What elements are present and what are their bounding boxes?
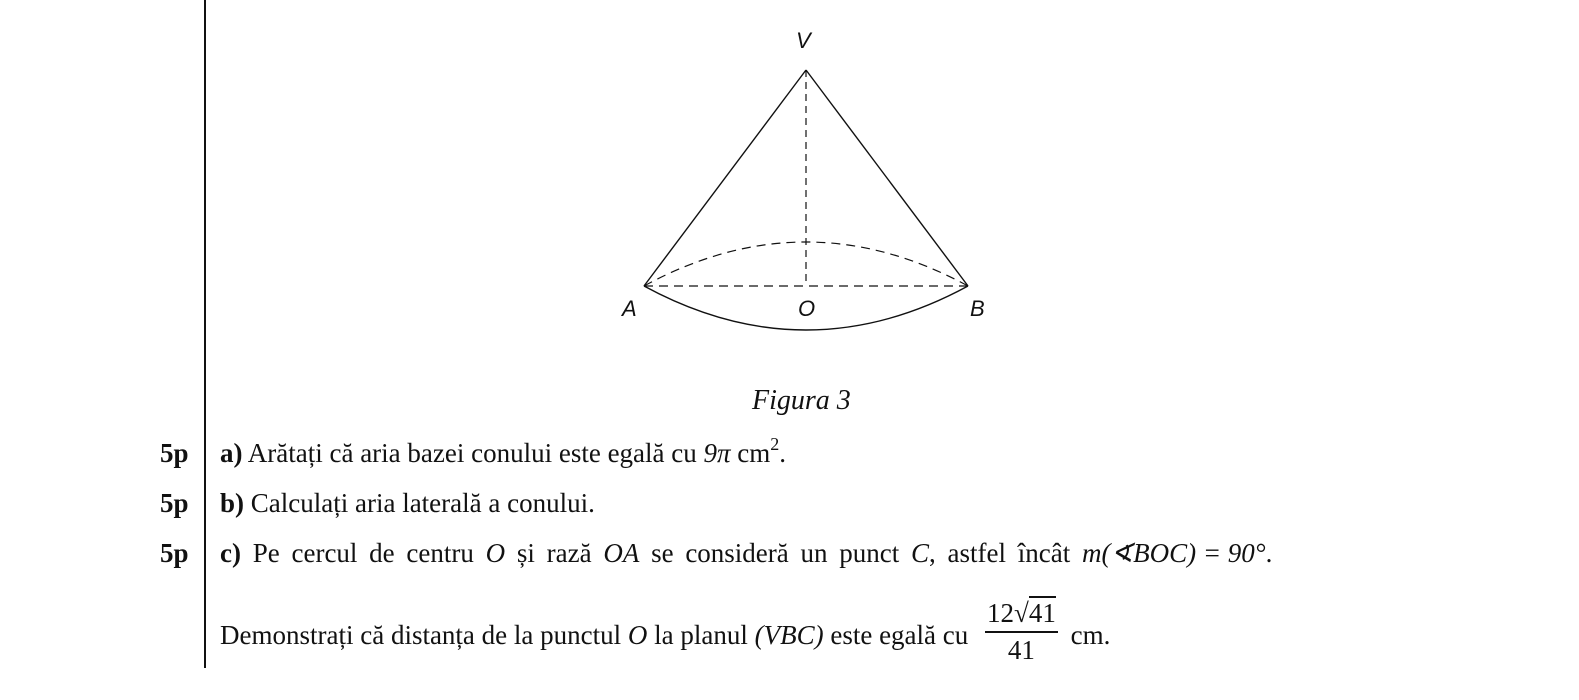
edge-vb [806, 70, 968, 286]
item-c-line2-text1: Demonstrați că distanța de la punctul [220, 620, 622, 651]
fraction-numerator [985, 598, 1058, 633]
item-a-text: Arătați că aria bazei conului este egală cu [247, 438, 697, 468]
item-c-letter: c) [220, 538, 241, 568]
edge-va [644, 70, 806, 286]
item-c-line2-unit: cm [1070, 620, 1104, 651]
item-c-line2-text2: la planul [654, 620, 748, 651]
item-a-unit: cm [737, 438, 771, 468]
points-c: 5p [160, 538, 189, 568]
distance-fraction [985, 598, 1058, 666]
fraction-radicand: 41 [1028, 598, 1056, 628]
item-c-line2-end: . [1103, 620, 1111, 651]
label-b: B [970, 296, 985, 321]
item-c-var1: O [485, 538, 506, 568]
item-b [220, 488, 595, 519]
item-c [220, 538, 1272, 569]
margin-rule [204, 0, 206, 668]
item-c-var3: C [911, 538, 930, 568]
item-c-var2: OA [603, 538, 640, 568]
item-b-letter: b) [220, 488, 245, 518]
item-a [220, 434, 787, 469]
item-a-end: . [779, 438, 787, 468]
points-a: 5p [160, 438, 189, 468]
label-a: A [622, 296, 637, 321]
item-c-math: m(∢BOC) = 90° [1081, 538, 1266, 568]
item-c-end: . [1265, 538, 1273, 568]
item-b-text: Calculați aria laterală a conului. [250, 488, 595, 518]
item-c-text1: Pe cercul de centru [252, 538, 474, 568]
item-c-line2-text3: este egală cu [830, 620, 969, 651]
item-c-line2-plane: (VBC) [754, 620, 824, 651]
item-c-line2 [220, 598, 1111, 672]
points-b: 5p [160, 488, 189, 518]
cone-figure [600, 20, 1020, 350]
item-a-exponent: 2 [770, 434, 780, 454]
label-v: V [796, 28, 811, 53]
item-a-math: 9π [703, 438, 731, 468]
fraction-denominator: 41 [1007, 635, 1035, 665]
label-o: O [798, 296, 816, 321]
item-c-text3: se consideră un punct [651, 538, 900, 568]
item-c-line2-var: O [627, 620, 648, 651]
item-a-letter: a) [220, 438, 243, 468]
fraction-coef: 12 [987, 598, 1015, 628]
item-c-text2: și rază [516, 538, 592, 568]
sqrt-symbol: √ [1014, 598, 1029, 628]
item-c-text4: , astfel încât [929, 538, 1071, 568]
figure-caption: Figura 3 [752, 385, 851, 416]
